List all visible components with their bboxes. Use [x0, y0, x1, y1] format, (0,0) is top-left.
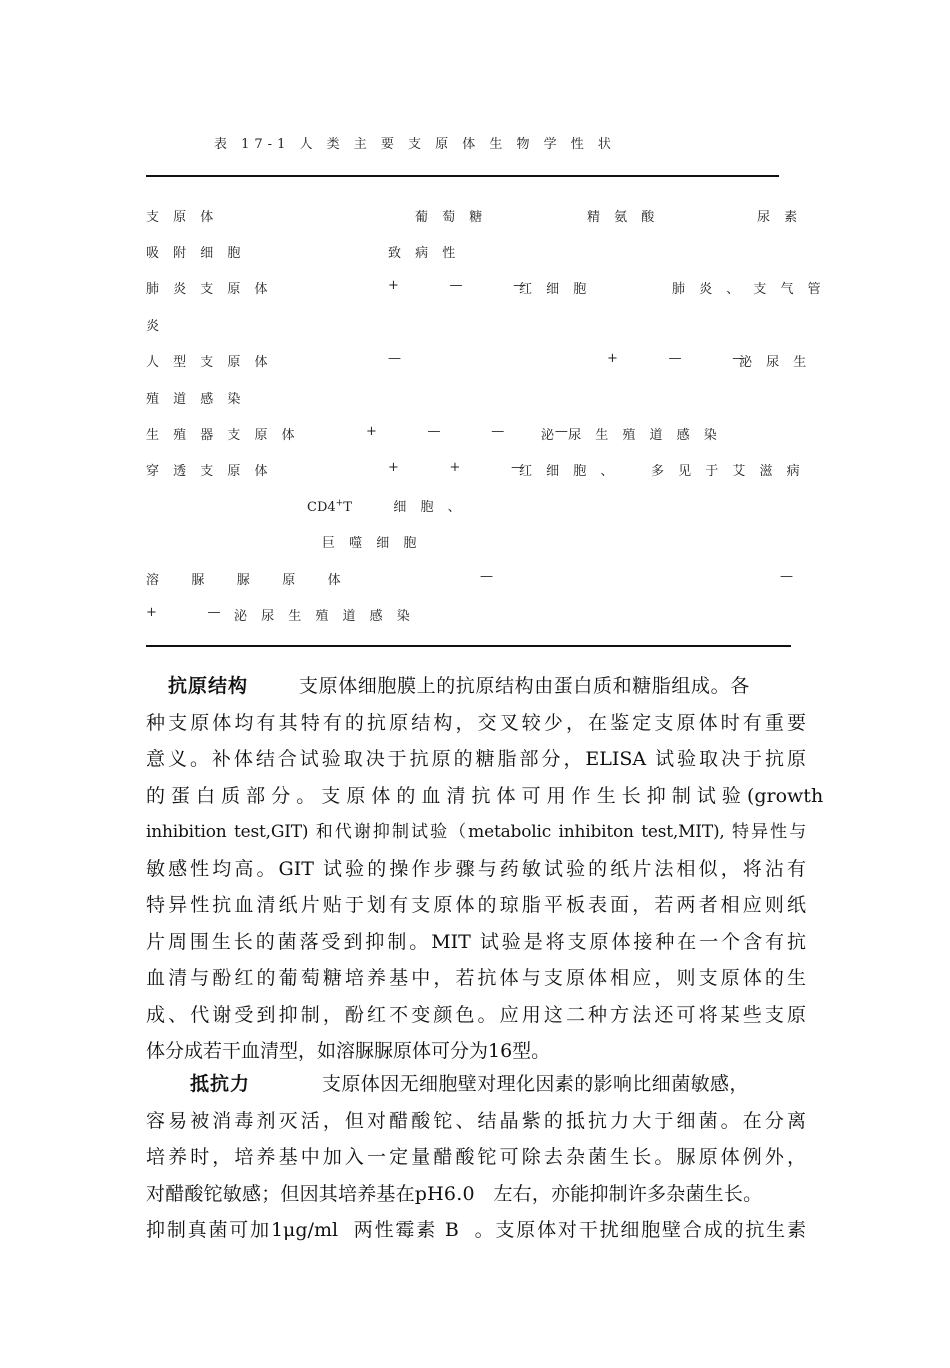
header-glucose: 葡 萄 糖: [415, 210, 488, 225]
paragraph-line: 特异性抗血清纸片贴于划有支原体的琼脂平板表面，若两者相应则纸: [146, 894, 806, 916]
row-penetrans-signs: + + —: [388, 460, 530, 475]
row-urealyticum-name: 溶 脲 脲 原 体: [146, 573, 346, 588]
row-penetrans-name: 穿 透 支 原 体: [146, 464, 273, 479]
paragraph-line: 片周围生长的菌落受到抑制。MIT 试验是将支原体接种在一个含有抗: [146, 930, 806, 953]
paragraph-line: 抗原结构 支原体细胞膜上的抗原结构由蛋白质和糖脂组成。各: [146, 668, 806, 705]
paragraph-line: inhibition test,GIT) 和代谢抑制试验（metabolic inhibiton test,MIT), 特异性与: [146, 822, 806, 842]
row-hominis-name: 人 型 支 原 体: [146, 355, 273, 370]
row-urealyticum-glucose: —: [480, 569, 498, 584]
row-urealyticum-disease: 泌 尿 生 殖 道 感 染: [234, 609, 415, 624]
row-hominis-signs: + — —: [607, 351, 751, 366]
paragraph-line: 敏感性均高。GIT 试验的操作步骤与药敏试验的纸片法相似，将沾有: [146, 857, 806, 880]
row-pneumoniae-name: 肺 炎 支 原 体: [146, 282, 273, 297]
row-urealyticum-urea: —: [780, 569, 798, 584]
row-penetrans-cd4-cells: CD4+T 细 胞 、: [307, 498, 466, 515]
row-genitalium-signs: + — — —: [366, 424, 573, 439]
row-hominis-disease-wrap: 殖 道 感 染: [146, 392, 246, 407]
section-heading: 抗原结构: [168, 675, 249, 697]
header-urea: 尿 素: [757, 210, 803, 225]
paragraph-line: 的 蛋 白 质 部 分 。 支 原 体 的 血 清 抗 体 可 用 作 生 长 抑 制 试 验 (growth: [146, 784, 824, 807]
row-genitalium-disease: 泌 尿 生 殖 道 感 染: [541, 428, 722, 443]
header-adsorbed-cells: 吸 附 细 胞: [146, 246, 246, 261]
paragraph-line: 成、代谢受到抑制，酚红不变颜色。应用这二种方法还可将某些支原: [146, 1003, 806, 1026]
header-mycoplasma: 支 原 体: [146, 210, 219, 225]
paragraph-line: 意义。补体结合试验取决于抗原的糖脂部分，ELISA 试验取决于抗原: [146, 748, 806, 770]
row-pneumoniae-signs: + — —: [388, 278, 532, 293]
row-hominis-disease: 泌 尿 生: [739, 355, 812, 370]
paragraph-line: 种支原体均有其特有的抗原结构，交叉较少，在鉴定支原体时有重要: [146, 711, 806, 734]
header-arginine: 精 氨 酸: [587, 210, 660, 225]
paragraph-line: 体分成若干血清型，如溶脲脲原体可分为16型。: [146, 1040, 551, 1062]
row-hominis-glucose: —: [388, 351, 406, 366]
row-genitalium-name: 生 殖 器 支 原 体: [146, 428, 300, 443]
row-penetrans-macrophage: 巨 噬 细 胞: [322, 536, 422, 551]
header-pathogenicity: 致 病 性: [388, 246, 461, 261]
paragraph-line: 培养时，培养基中加入一定量醋酸铊可除去杂菌生长。脲原体例外，: [146, 1146, 806, 1168]
section-antigen-structure: [146, 668, 824, 1070]
paragraph-line: 对醋酸铊敏感；但因其培养基在pH6.0 左右，亦能抑制许多杂菌生长。: [146, 1182, 763, 1205]
section-resistance: [146, 1066, 806, 1249]
row-pneumoniae-disease: 肺 炎 、 支 气 管: [672, 282, 826, 297]
table-top-rule: [146, 175, 779, 177]
row-urealyticum-signs: + —: [146, 605, 226, 620]
paragraph-line: 抵抗力 支原体因无细胞壁对理化因素的影响比细菌敏感，: [146, 1066, 806, 1103]
row-penetrans-disease: 多 见 于 艾 滋 病: [651, 464, 805, 479]
section-heading: 抵抗力: [190, 1073, 251, 1095]
row-pneumoniae-cells: 红 细 胞: [519, 282, 592, 297]
paragraph-line: 容易被消毒剂灭活，但对醋酸铊、结晶紫的抵抗力大于细菌。在分离: [146, 1109, 806, 1132]
row-penetrans-cells: 红 细 胞 、: [519, 464, 619, 479]
table-caption: 表 17-1 人 类 主 要 支 原 体 生 物 学 性 状: [214, 137, 616, 152]
table-bottom-rule: [146, 645, 791, 647]
row-pneumoniae-disease-wrap: 炎: [146, 319, 165, 334]
paragraph-line: 抑制真菌可加1μg/ml 两性霉素 B 。支原体对干扰细胞壁合成的抗生素: [146, 1219, 806, 1241]
paragraph-line: 血清与酚红的葡萄糖培养基中，若抗体与支原体相应，则支原体的生: [146, 967, 806, 989]
